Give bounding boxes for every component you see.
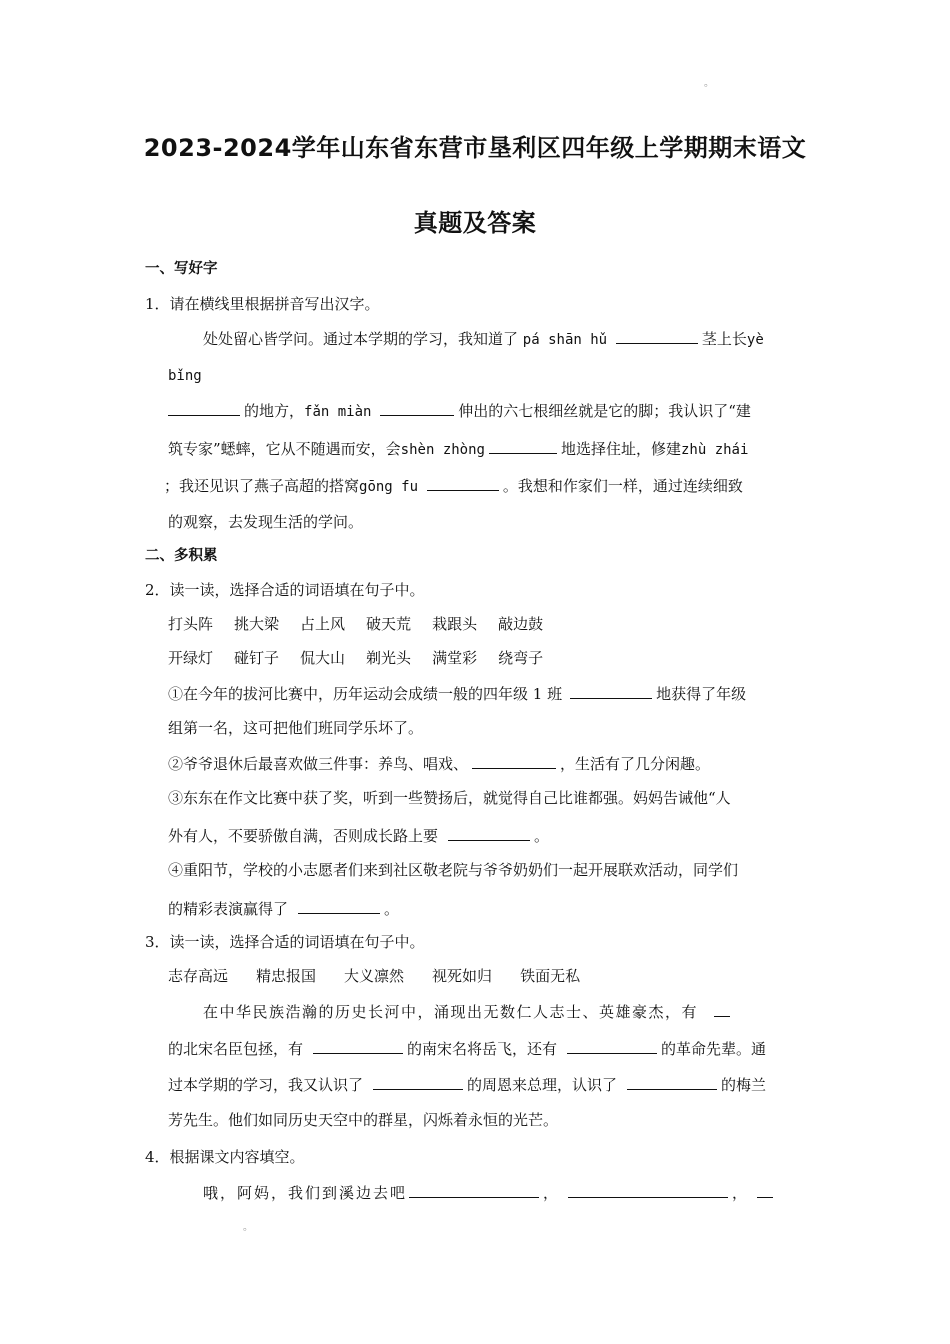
section-2-heading: 二、多积累 [145, 548, 218, 564]
q1-line-3 [168, 438, 748, 460]
question-2: 2．读一读，选择合适的词语填在句子中。 [145, 581, 425, 599]
question-3: 3．读一读，选择合适的词语填在句子中。 [145, 933, 425, 951]
q2-text: ①在今年的拔河比赛中，历年运动会成绩一般的四年级 1 班 [168, 685, 563, 703]
word-option: 大义凛然 [344, 967, 405, 985]
blank[interactable] [472, 753, 556, 769]
question-1: 1．请在横线里根据拼音写出汉字。 [145, 295, 380, 313]
q2-sentence-4: ④重阳节，学校的小志愿者们来到社区敬老院与爷爷奶奶们一起开展联欢活动，同学们 [168, 861, 739, 879]
blank[interactable] [714, 1001, 730, 1017]
word-option: 志存高远 [168, 967, 229, 985]
q1-text: 筑专家”蟋蟀，它从不随遇而安，会 [168, 440, 401, 458]
q3-paragraph-2 [168, 1038, 766, 1059]
title-line-2: 真题及答案 [413, 209, 537, 237]
section-1-heading: 一、写好字 [145, 261, 218, 277]
q3-text: 的南宋名将岳飞，还有 [407, 1040, 558, 1058]
top-mark: 。 [704, 78, 714, 89]
blank[interactable] [757, 1182, 773, 1198]
pinyin: pá shān hǔ [522, 332, 608, 348]
word-option: 视死如归 [432, 967, 493, 985]
title-line-1: 2023-2024学年山东省东营市垦利区四年级上学期期末语文 [143, 134, 807, 162]
q3-text: 的梅兰 [721, 1076, 767, 1094]
word-option: 开绿灯 [168, 649, 214, 667]
word-option: 破天荒 [366, 615, 412, 633]
q2-text: ②爷爷退休后最喜欢做三件事：养鸟、唱戏、 [168, 755, 469, 773]
q3-text: 在中华民族浩瀚的历史长河中，涌现出无数仁人志士、英雄豪杰，有 [203, 1003, 699, 1021]
q4-line-1 [203, 1182, 777, 1203]
q2-sentence-2 [168, 753, 710, 774]
q2-word-bank-1 [168, 614, 564, 634]
blank[interactable] [489, 438, 557, 454]
q1-text: 地选择住址，修建 [560, 440, 681, 458]
q1-text: 伸出的六七根细丝就是它的脚；我认识了“建 [458, 402, 751, 420]
blank[interactable] [616, 328, 698, 344]
q3-text: 的北宋名臣包拯，有 [168, 1040, 304, 1058]
q2-text: 。 [534, 827, 550, 845]
word-option: 满堂彩 [432, 649, 478, 667]
q2-text: 的精彩表演赢得了 [168, 900, 289, 918]
word-option: 铁面无私 [520, 967, 581, 985]
blank[interactable] [313, 1038, 403, 1054]
q2-text: ，生活有了几分闲趣。 [560, 755, 711, 773]
q4-text: ， [732, 1184, 750, 1202]
blank[interactable] [298, 898, 380, 914]
q2-text: 外有人，不要骄傲自满，否则成长路上要 [168, 827, 439, 845]
word-option: 精忠报国 [256, 967, 317, 985]
q2-sentence-3-cont [168, 825, 549, 846]
q1-line-4 [164, 475, 743, 497]
q4-text: 哦，阿妈，我们到溪边去吧 [203, 1184, 408, 1202]
q1-line-2 [168, 400, 751, 422]
word-option: 剃光头 [366, 649, 412, 667]
word-option: 碰钉子 [234, 649, 280, 667]
word-option: 占上风 [300, 615, 346, 633]
blank[interactable] [168, 400, 240, 416]
pinyin: bǐng [168, 368, 202, 384]
q2-sentence-1-cont: 组第一名，这可把他们班同学乐坏了。 [168, 719, 424, 737]
q2-text: 地获得了年级 [656, 685, 747, 703]
q2-text: 。 [384, 900, 400, 918]
blank[interactable] [570, 683, 652, 699]
blank[interactable] [427, 475, 499, 491]
q3-text: 的周恩来总理，认识了 [467, 1076, 618, 1094]
blank[interactable] [448, 825, 530, 841]
q1-text: 处处留心皆学问。通过本学期的学习，我知道了 [203, 330, 519, 348]
question-4: 4．根据课文内容填空。 [145, 1148, 305, 1166]
q4-text: ， [543, 1184, 561, 1202]
q3-text: 过本学期的学习，我又认识了 [168, 1076, 364, 1094]
q3-text: 的革命先辈。通 [661, 1040, 767, 1058]
word-option: 绕弯子 [498, 649, 544, 667]
word-option: 敲边鼓 [498, 615, 544, 633]
blank[interactable] [409, 1182, 539, 1198]
q1-line-5: 的观察，去发现生活的学问。 [168, 513, 364, 531]
q2-sentence-3: ③东东在作文比赛中获了奖，听到一些赞扬后，就觉得自己比谁都强。妈妈告诫他“人 [168, 789, 731, 807]
word-option: 打头阵 [168, 615, 214, 633]
q1-text: ；我还见识了燕子高超的搭窝 [164, 477, 360, 495]
pinyin: shèn zhòng [400, 442, 485, 458]
q2-sentence-1 [168, 683, 746, 704]
word-option: 侃大山 [300, 649, 346, 667]
q1-text: 。我想和作家们一样，通过连续细致 [502, 477, 743, 495]
q1-line-1 [203, 328, 764, 350]
word-option: 栽跟头 [432, 615, 478, 633]
q3-paragraph-4: 芳先生。他们如同历史天空中的群星，闪烁着永恒的光芒。 [168, 1111, 559, 1129]
blank[interactable] [567, 1038, 657, 1054]
pinyin: zhù zhái [680, 442, 749, 458]
q1-text: 的地方， [244, 402, 305, 420]
blank[interactable] [373, 1074, 463, 1090]
pinyin: yè [746, 332, 764, 348]
q3-word-bank [168, 966, 608, 986]
word-option: 挑大梁 [234, 615, 280, 633]
blank[interactable] [380, 400, 454, 416]
q3-paragraph-3 [168, 1074, 766, 1095]
q1-text: 茎上长 [701, 330, 747, 348]
blank[interactable] [627, 1074, 717, 1090]
pinyin: gōng fu [359, 479, 419, 495]
blank[interactable] [568, 1182, 728, 1198]
pinyin: fǎn miàn [304, 404, 372, 420]
q3-paragraph-1 [203, 1001, 734, 1022]
bottom-mark: 。 [243, 1222, 253, 1233]
q2-word-bank-2 [168, 648, 564, 668]
q2-sentence-4-cont [168, 898, 399, 919]
